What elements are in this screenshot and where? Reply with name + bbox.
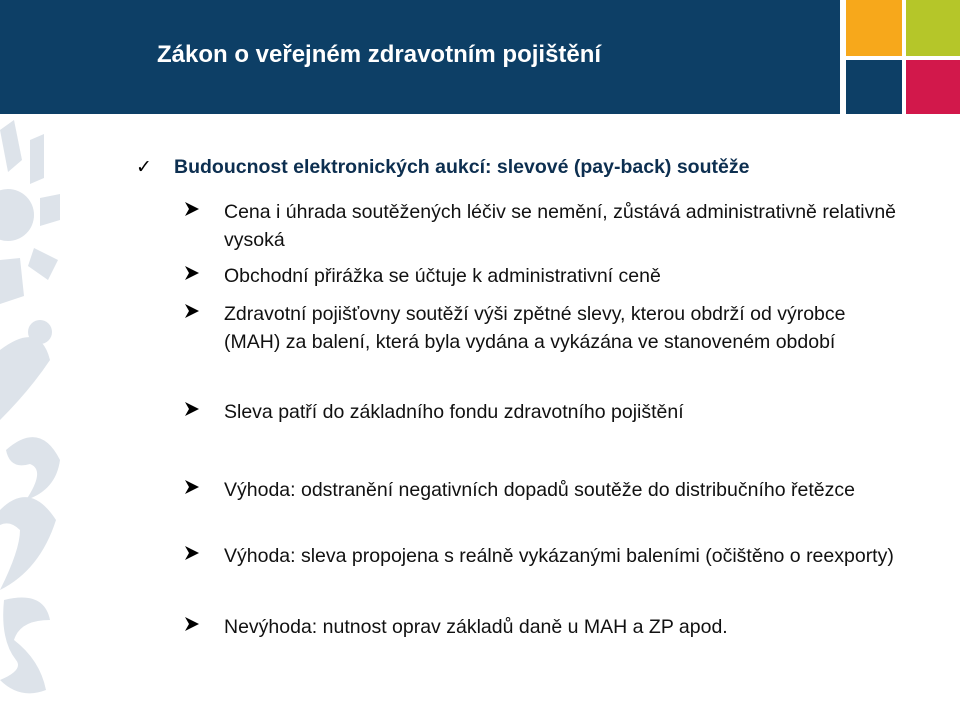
list-item-text: Obchodní přirážka se účtuje k administrativní ceně [224, 265, 661, 287]
main-point-heading: Budoucnost elektronických aukcí: slevové (pay-back) soutěže [174, 156, 750, 178]
list-item [184, 262, 904, 290]
list-item [184, 542, 904, 570]
slide-title: Zákon o veřejném zdravotním pojištění [157, 41, 602, 68]
arrow-bullet-icon [184, 479, 200, 495]
arrow-bullet-icon [184, 265, 200, 281]
list-item-text: Výhoda: sleva propojena s reálně vykázanými baleními (očištěno o reexporty) [224, 545, 894, 567]
list-item-text: Sleva patří do základního fondu zdravotního pojištění [224, 401, 684, 423]
arrow-bullet-icon [184, 616, 200, 632]
list-item [184, 198, 904, 254]
arrow-bullet-icon [184, 201, 200, 217]
list-item-text: Cena i úhrada soutěžených léčiv se nemění, zůstává administrativně relativně vysoká [224, 201, 897, 251]
list-item [184, 476, 904, 504]
list-item [184, 300, 904, 356]
list-item [184, 398, 904, 426]
list-item-text: Výhoda: odstranění negativních dopadů soutěže do distribučního řetězce [224, 479, 855, 501]
checkmark-icon: ✓ [136, 157, 152, 178]
list-item [184, 613, 904, 641]
arrow-bullet-icon [184, 401, 200, 417]
list-item-text: Zdravotní pojišťovny soutěží výši zpětné slevy, kterou obdrží od výrobce (MAH) za balení, která byla vydána a vykázána ve stanoveném období [224, 303, 846, 353]
list-item-text: Nevýhoda: nutnost oprav základů daně u MAH a ZP apod. [224, 616, 728, 638]
arrow-bullet-icon [184, 545, 200, 561]
arrow-bullet-icon [184, 303, 200, 319]
main-point [136, 156, 749, 179]
